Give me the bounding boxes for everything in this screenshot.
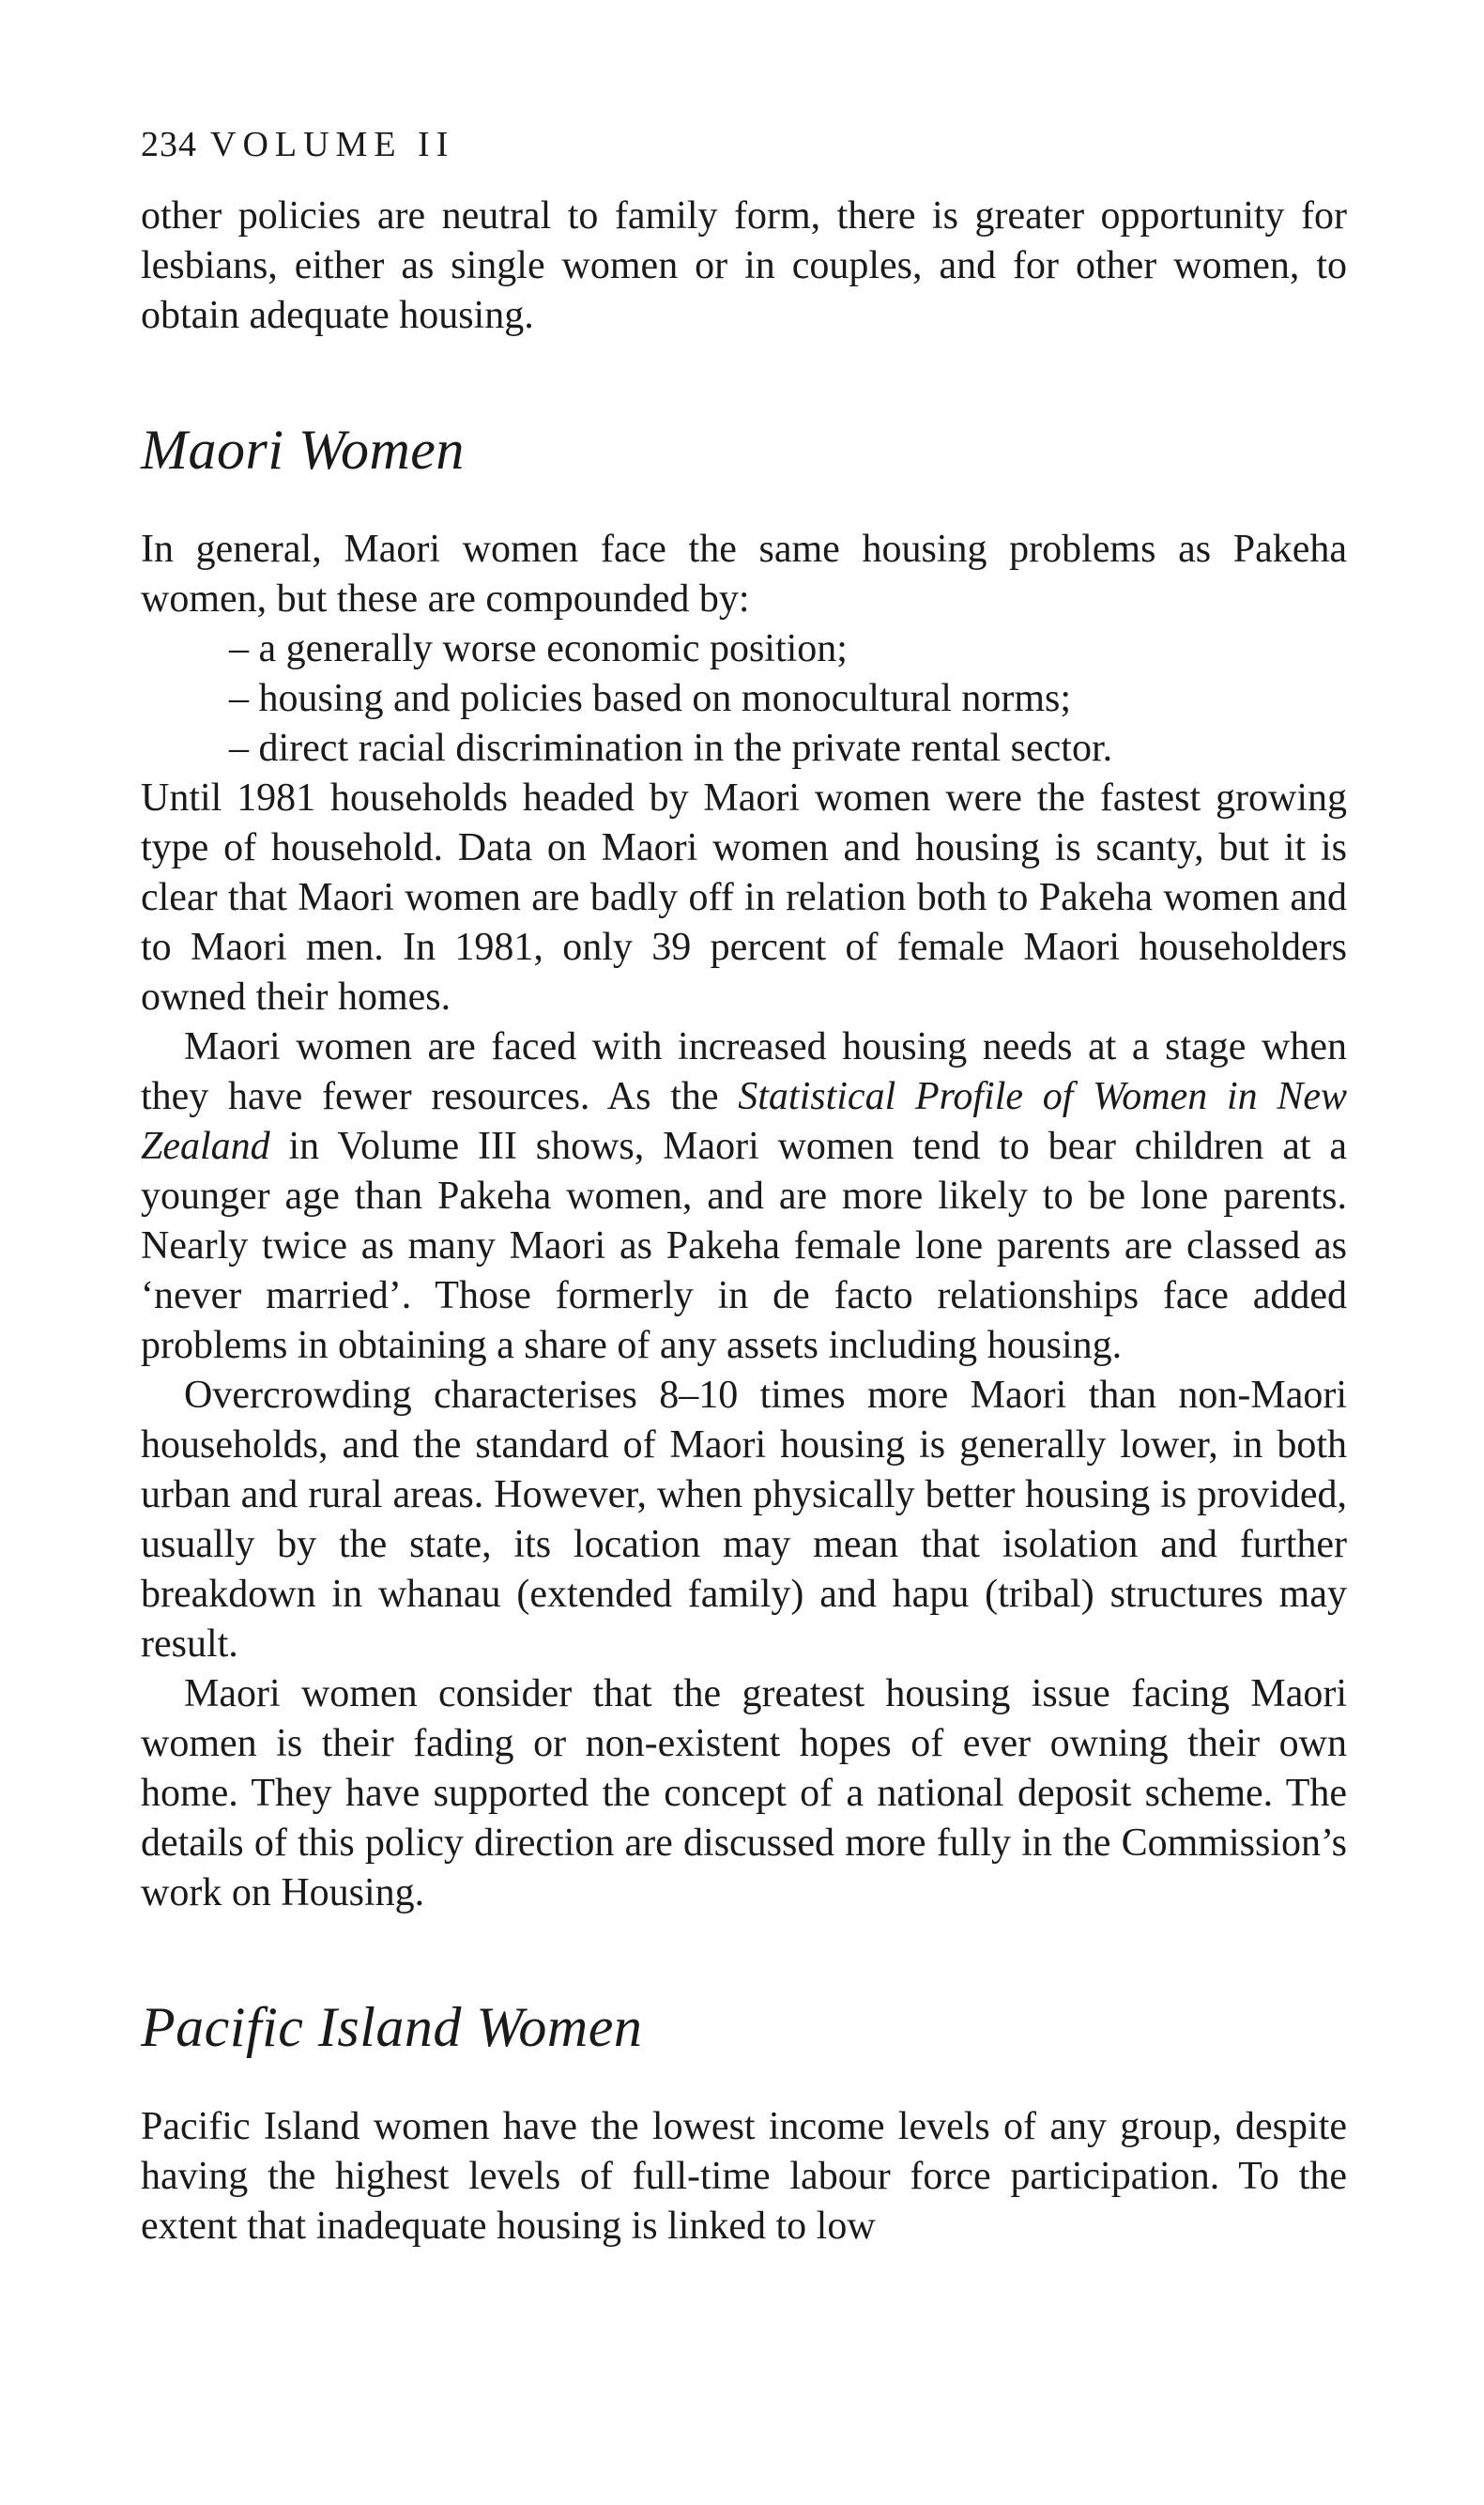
pacific-paragraph-1: Pacific Island women have the lowest income levels of any group, despite having the highest levels of full-time labour force participation. To the extent that inadequate housing is linked to low [141,2105,1347,2248]
maori-paragraph-1: Until 1981 households headed by Maori women were the fastest growing type of household. Data on Maori women and housing is scanty, but it is clear that Maori women are badly off in relation both to Pakeha women and to Maori men. In 1981, only 39 percent of female Maori householders owned their homes. [141,776,1347,1019]
maori-paragraph-4: Maori women consider that the greatest housing issue facing Maori women is their fading or non-existent hopes of ever owning their own home. They have supported the concept of a national deposit scheme. The details of this policy direction are discussed more fully in the Commission’s work on Housing. [141,1672,1347,1914]
compounding-factors-list [141,624,1347,774]
page-number: 234 [141,125,197,164]
maori-paragraph-2 [141,1022,1347,1371]
maori-paragraph-2-end: in Volume III shows, Maori women tend to bear children at a younger age than Pakeha women, and are more likely to be lone parents. Nearly twice as many Maori as Pakeha female lone parents are classed as ‘never married’. Those formerly in de facto relationships face added problems in obtaining a share of any assets including housing. [141,1125,1347,1367]
section-heading-pacific: Pacific Island Women [141,1996,643,2058]
list-item: – a generally worse economic position; [229,627,848,670]
publication-title: Statistical Profile of Women in New Zealand [141,1075,1348,1168]
section-heading-maori: Maori Women [141,419,465,481]
maori-lead-paragraph: In general, Maori women face the same housing problems as Pakeha women, but these are compounded by: [141,528,1347,621]
list-item: – direct racial discrimination in the private rental sector. [229,727,1113,770]
intro-paragraph: other policies are neutral to family form, there is greater opportunity for lesbians, either as single women or in couples, and for other women, to obtain adequate housing. [141,194,1347,337]
page [141,122,1347,2251]
maori-paragraph-2-start: Maori women are faced with increased housing needs at a stage when they have fewer resources. As the [141,1025,1347,1118]
volume-label: VOLUME II [210,125,455,164]
running-head [141,122,1347,167]
list-item: – housing and policies based on monocultural norms; [229,677,1072,720]
maori-paragraph-3: Overcrowding characterises 8–10 times more Maori than non-Maori households, and the standard of Maori housing is generally lower, in both urban and rural areas. However, when physically better housing is provided, usually by the state, its location may mean that isolation and further breakdown in whanau (extended family) and hapu (tribal) structures may result. [141,1374,1347,1666]
